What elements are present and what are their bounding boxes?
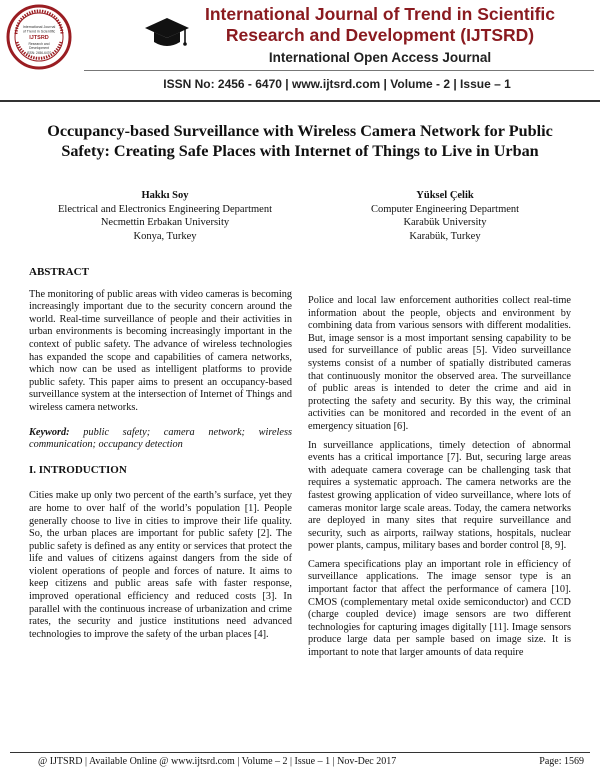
svg-text:ISSN: 2456-6470: ISSN: 2456-6470 — [26, 51, 52, 55]
author-department: Computer Engineering Department — [370, 203, 520, 215]
header-bottom-rule — [0, 100, 600, 102]
paper-title-line1: Occupancy-based Surveillance with Wireless Camera Network for Public — [47, 122, 553, 140]
author-university: Karabük University — [403, 217, 487, 228]
keywords-list: public safety; camera network; wireless communication; occupancy detection — [29, 426, 292, 451]
author-block-1 — [20, 189, 310, 243]
author-name: Hakkı Soy — [141, 190, 189, 201]
header-divider — [84, 70, 594, 71]
journal-subtitle: International Open Access Journal — [268, 50, 492, 65]
body-paragraph-3: Camera specifications play an important role in efficiency of surveillance applications. The image sensor type is an important factor that affect the performance of camera [10]. CMOS (complementary metal oxide semiconductor) and CCD (charge coupled device) image sensors are two different technologies for capturing images digitally [11]. Image sensors produce large data per sample based on image size. It is important to note that larger amounts of data require — [308, 558, 571, 659]
paper-title-line2: Safety: Creating Safe Places with Internet of Things to Live in Urban — [61, 142, 539, 160]
author-name: Yüksel Çelik — [416, 190, 474, 201]
abstract-heading: ABSTRACT — [29, 266, 89, 278]
abstract-body: The monitoring of public areas with video cameras is becoming increasingly important due to the security concern around the world. Real-time surveillance of people and their activities in urban environments is becoming increasingly important in the context of public safety. The advance of wireless technologies has expanded the scope and capabilities of camera networks, which now can be used as intelligent platforms to provide public safety. This paper aims to present an occupancy-based surveillance system at the intersection of Internet of Things and wireless camera networks. — [29, 288, 292, 413]
body-paragraph-1: Police and local law enforcement authorities collect real-time information about the people, objects and environment by combining data from various sensors with different modalities. But, image sensor is a most important sensing capability to be used for surveillance of public areas [5]. Video surveillance systems consist of a number of spatially distributed cameras that continuously monitor the observed area. The surveillance of public areas is intended to deter the crime and aid in protecting the safety and security. By this way, the criminal activities can be monitored and recorded in the event of an emergency situation [6]. — [308, 295, 571, 432]
author-department: Electrical and Electronics Engineering Department — [58, 203, 272, 215]
body-paragraph-2: In surveillance applications, timely detection of abnormal events has a critical importance [7]. But, securing large areas with adequate camera coverage can be challenging task that requires a systematic approach. The camera networks are the fastest growing application of video surveillance, where lots of cameras monitor large scale areas. Today, the camera networks are deployed in many sites that require surveillance and security, such as airports, railway stations, hospitals, nuclear power plants, campus, military bases and border control [8, 9]. — [308, 439, 571, 552]
keywords-label: Keyword: — [29, 426, 70, 438]
svg-text:Research and: Research and — [28, 42, 50, 46]
paper-title — [20, 121, 580, 161]
footer-rule — [10, 752, 590, 753]
author-block-2 — [305, 189, 585, 243]
journal-header — [0, 0, 600, 102]
introduction-heading: I. INTRODUCTION — [29, 463, 127, 476]
right-column — [308, 295, 571, 666]
journal-title-line2: Research and Development (IJTSRD) — [225, 25, 535, 45]
svg-text:International Journal: International Journal — [22, 25, 56, 29]
introduction-paragraph: Cities make up only two percent of the earth’s surface, yet they are home to over half of the world’s population [1]. People generally choose to live in cities to improve their life quality. So, the urban places are important for public safety [2]. The public safety is defined as any entity or services that protect the life and values of citizens against dangers from the side of violent operations of people and forces of nature. It aims to keep citizens and public areas safe with faster response, improved operational efficiency and reduced costs [3]. In parallel with the continuous increase of urbanization and crime rates, the security and justice institutions need advanced technologies to improve the safety of the urban places [4]. — [29, 490, 292, 640]
author-city: Konya, Turkey — [133, 230, 197, 242]
svg-text:Development: Development — [29, 46, 49, 50]
journal-logo — [6, 4, 72, 70]
journal-title-line1: International Journal of Trend in Scientific — [204, 4, 556, 24]
issn-line: ISSN No: 2456 - 6470 | www.ijtsrd.com | Volume - 2 | Issue – 1 — [163, 77, 511, 91]
author-city: Karabük, Turkey — [409, 230, 481, 242]
keywords — [29, 427, 292, 452]
author-university: Necmettin Erbakan University — [100, 217, 230, 228]
graduation-cap-icon — [144, 16, 190, 50]
svg-text:of Trend in Scientific: of Trend in Scientific — [22, 29, 56, 34]
footer-text: @ IJTSRD | Available Online @ www.ijtsrd.com | Volume – 2 | Issue – 1 | Nov-Dec 2017 — [38, 756, 397, 767]
left-column — [29, 266, 292, 647]
page-number: Page: 1569 — [539, 756, 584, 767]
svg-text:IJTSRD: IJTSRD — [29, 35, 49, 41]
